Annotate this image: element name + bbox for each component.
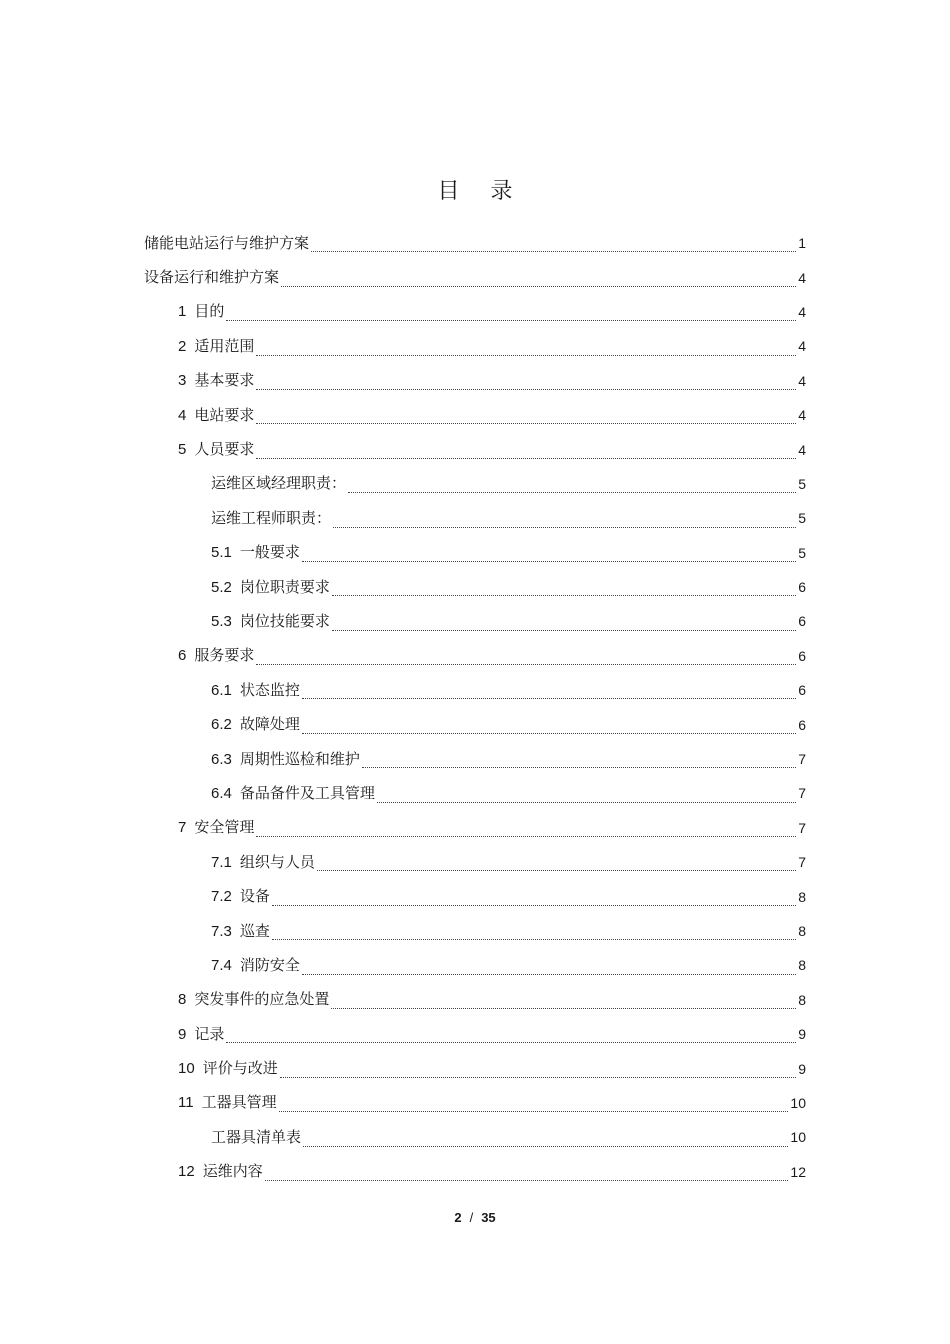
- toc-entry-number: 6.2: [211, 716, 232, 734]
- toc-entry-label: [178, 1161, 263, 1182]
- toc-entry-page-number: 4: [798, 303, 806, 320]
- toc-entry-number: 5.2: [211, 578, 232, 596]
- toc-entry-number: 11: [178, 1094, 194, 1112]
- toc-entry-label: [178, 989, 329, 1010]
- toc-dot-leader: [281, 286, 796, 287]
- toc-entry-page-number: 6: [798, 682, 806, 699]
- toc-entry-text: 组织与人员: [239, 852, 315, 871]
- page-title: 目 录: [437, 179, 525, 204]
- toc-entry-text: 评价与改进: [202, 1059, 278, 1078]
- toc-entry[interactable]: [0, 983, 950, 1017]
- toc-entry-text: 服务要求: [194, 646, 255, 665]
- toc-dot-leader: [256, 423, 796, 424]
- toc-entry[interactable]: [0, 1155, 950, 1189]
- toc-dot-leader: [226, 1042, 796, 1043]
- toc-entry[interactable]: [0, 604, 950, 638]
- toc-entry-text: 储能电站运行与维护方案: [144, 233, 310, 252]
- toc-entry-text: 设备运行和维护方案: [144, 268, 280, 287]
- toc-entry-text: 状态监控: [239, 680, 300, 699]
- toc-dot-leader: [302, 974, 796, 975]
- toc-dot-leader: [317, 870, 796, 871]
- toc-entry[interactable]: [0, 1051, 950, 1085]
- toc-entry-label: [211, 852, 315, 873]
- toc-entry-page-number: 5: [798, 544, 806, 561]
- toc-entry-page-number: 4: [798, 269, 806, 286]
- toc-entry-text: 电站要求: [194, 405, 255, 424]
- toc-entry-label: [211, 749, 360, 770]
- toc-entry-label: [178, 370, 254, 391]
- toc-entry-text: 记录: [194, 1024, 225, 1043]
- toc-entry[interactable]: [0, 364, 950, 398]
- toc-entry[interactable]: [0, 260, 950, 294]
- toc-entry-label: [211, 680, 300, 701]
- toc-entry[interactable]: [0, 501, 950, 535]
- toc-entry-page-number: 8: [798, 991, 806, 1008]
- toc-entry-page-number: 4: [798, 407, 806, 424]
- toc-entry-label: [211, 542, 300, 563]
- current-page-number: 2: [454, 1210, 462, 1225]
- toc-entry-number: 9: [178, 1025, 187, 1043]
- toc-entry-label: [178, 645, 254, 666]
- toc-entry-number: 7: [178, 819, 187, 837]
- toc-entry-text: 运维工程师职责：: [211, 508, 332, 527]
- toc-entry[interactable]: [0, 1086, 950, 1120]
- toc-entry-page-number: 4: [798, 338, 806, 355]
- toc-entry-number: 6: [178, 647, 187, 665]
- toc-entry-label: [211, 714, 300, 735]
- toc-entry-page-number: 8: [798, 923, 806, 939]
- toc-dot-leader: [280, 1077, 797, 1078]
- toc-entry-label: [178, 405, 254, 426]
- toc-entry-page-number: 7: [798, 751, 806, 768]
- toc-entry-label: [211, 886, 270, 907]
- toc-entry-number: 10: [178, 1060, 195, 1078]
- toc-entry[interactable]: [0, 776, 950, 810]
- toc-entry-label: [178, 1058, 278, 1079]
- toc-entry-number: 3: [178, 372, 187, 390]
- toc-entry[interactable]: [0, 226, 950, 260]
- toc-entry-label: [178, 1092, 277, 1113]
- toc-entry-number: 7.2: [211, 888, 232, 906]
- toc-entry-number: 6.4: [211, 784, 232, 802]
- toc-dot-leader: [302, 698, 796, 699]
- toc-entry-text: 安全管理: [194, 818, 255, 837]
- toc-entry-number: 7.4: [211, 956, 232, 974]
- toc-dot-leader: [256, 389, 796, 390]
- toc-entry-number: 6.1: [211, 681, 232, 699]
- toc-entry-label: [144, 267, 279, 288]
- toc-dot-leader: [279, 1111, 789, 1112]
- toc-dot-leader: [331, 1008, 796, 1009]
- toc-entry-label: [211, 1127, 301, 1148]
- toc-dot-leader: [377, 802, 796, 803]
- toc-entry-label: [178, 439, 254, 460]
- toc-entry-text: 适用范围: [194, 336, 255, 355]
- toc-dot-leader: [332, 630, 796, 631]
- toc-entry-page-number: 6: [798, 579, 806, 596]
- toc-entry-page-number: 10: [790, 1094, 806, 1111]
- toc-entry-number: 7.3: [211, 922, 232, 940]
- toc-dot-leader: [303, 1146, 788, 1147]
- toc-entry-number: 5.1: [211, 544, 232, 562]
- page-footer: [0, 1208, 950, 1228]
- toc-dot-leader: [256, 458, 796, 459]
- toc-dot-leader: [272, 939, 796, 940]
- toc-entry-text: 运维区域经理职责：: [211, 474, 347, 493]
- total-page-count: 35: [481, 1210, 496, 1225]
- toc-entry[interactable]: [0, 707, 950, 741]
- toc-entry[interactable]: [0, 639, 950, 673]
- toc-entry-page-number: 8: [798, 888, 806, 905]
- toc-entry-label: [211, 783, 375, 804]
- toc-dot-leader: [272, 905, 796, 906]
- toc-entry-page-number: 10: [790, 1129, 806, 1146]
- toc-entry[interactable]: [0, 742, 950, 776]
- toc-entry[interactable]: [0, 673, 950, 707]
- toc-entry-number: 5: [178, 441, 187, 459]
- toc-entry-page-number: 9: [798, 1060, 806, 1077]
- toc-entry-page-number: 7: [798, 854, 806, 871]
- toc-entry[interactable]: [0, 1120, 950, 1154]
- toc-dot-leader: [333, 527, 796, 528]
- toc-entry-page-number: 6: [798, 716, 806, 733]
- toc-entry-number: 7.1: [211, 853, 232, 871]
- toc-entry-label: [144, 233, 309, 254]
- toc-dot-leader: [302, 733, 796, 734]
- toc-dot-leader: [348, 492, 796, 493]
- toc-entry-text: 一般要求: [239, 543, 300, 562]
- toc-entry-number: 2: [178, 337, 187, 355]
- toc-entry-page-number: 7: [798, 819, 806, 836]
- toc-dot-leader: [256, 355, 796, 356]
- toc-entry-label: [211, 473, 346, 494]
- toc-entry-page-number: 8: [798, 957, 806, 974]
- toc-entry[interactable]: [0, 329, 950, 363]
- page-separator: /: [469, 1210, 474, 1225]
- toc-entry-label: [211, 508, 331, 529]
- toc-entry-page-number: 5: [798, 510, 806, 527]
- toc-entry-page-number: 1: [798, 235, 806, 252]
- toc-dot-leader: [265, 1180, 789, 1181]
- toc-entry[interactable]: [0, 914, 950, 948]
- toc-entry-label: [178, 301, 224, 322]
- toc-entry[interactable]: [0, 948, 950, 982]
- toc-entry-label: [211, 921, 270, 942]
- toc-entry-number: 5.3: [211, 612, 232, 630]
- toc-entry-text: 基本要求: [194, 371, 255, 390]
- toc-entry-text: 巡查: [239, 921, 270, 940]
- toc-entry[interactable]: [0, 467, 950, 501]
- toc-entry-text: 备品备件及工具管理: [239, 783, 375, 802]
- toc-entry-text: 工器具清单表: [211, 1127, 302, 1146]
- toc-entry-number: 6.3: [211, 750, 232, 768]
- toc-entry-text: 突发事件的应急处置: [194, 990, 330, 1009]
- toc-entry-text: 人员要求: [194, 440, 255, 459]
- toc-entry[interactable]: [0, 1017, 950, 1051]
- toc-dot-leader: [256, 664, 796, 665]
- toc-entry-label: [178, 817, 254, 838]
- toc-entry[interactable]: [0, 845, 950, 879]
- toc-dot-leader: [302, 561, 796, 562]
- toc-entry[interactable]: [0, 432, 950, 466]
- toc-entry-number: 8: [178, 991, 187, 1009]
- toc-entry-page-number: 5: [798, 475, 806, 492]
- table-of-contents: [0, 226, 950, 1189]
- toc-entry-text: 岗位职责要求: [239, 577, 330, 596]
- toc-entry-label: [178, 336, 254, 357]
- toc-entry[interactable]: [0, 398, 950, 432]
- toc-entry-label: [211, 955, 300, 976]
- toc-entry-text: 工器具管理: [201, 1093, 277, 1112]
- toc-entry-page-number: 12: [790, 1163, 806, 1180]
- toc-entry-page-number: 6: [798, 613, 806, 630]
- toc-entry-page-number: 4: [798, 441, 806, 458]
- toc-entry-label: [211, 577, 330, 598]
- toc-entry-text: 故障处理: [239, 715, 300, 734]
- toc-entry-text: 运维内容: [202, 1162, 263, 1181]
- toc-entry-page-number: 7: [798, 785, 806, 802]
- toc-entry[interactable]: [0, 536, 950, 570]
- toc-entry-label: [211, 611, 330, 632]
- toc-dot-leader: [332, 595, 796, 596]
- toc-entry-number: 1: [178, 303, 187, 321]
- toc-entry[interactable]: [0, 879, 950, 913]
- toc-entry-text: 岗位技能要求: [239, 611, 330, 630]
- toc-entry[interactable]: [0, 570, 950, 604]
- toc-entry-text: 目的: [194, 302, 225, 321]
- toc-entry-text: 周期性巡检和维护: [239, 749, 360, 768]
- toc-dot-leader: [226, 320, 796, 321]
- toc-entry-page-number: 4: [798, 372, 806, 389]
- toc-dot-leader: [311, 251, 796, 252]
- toc-entry-text: 消防安全: [239, 955, 300, 974]
- toc-entry-number: 12: [178, 1163, 195, 1181]
- toc-entry-number: 4: [178, 406, 187, 424]
- toc-entry-page-number: 9: [798, 1026, 806, 1043]
- toc-entry-page-number: 6: [798, 647, 806, 664]
- toc-entry-text: 设备: [239, 887, 270, 906]
- toc-dot-leader: [362, 767, 796, 768]
- toc-entry[interactable]: [0, 295, 950, 329]
- toc-entry-label: [178, 1024, 224, 1045]
- toc-dot-leader: [256, 836, 796, 837]
- toc-entry[interactable]: [0, 811, 950, 845]
